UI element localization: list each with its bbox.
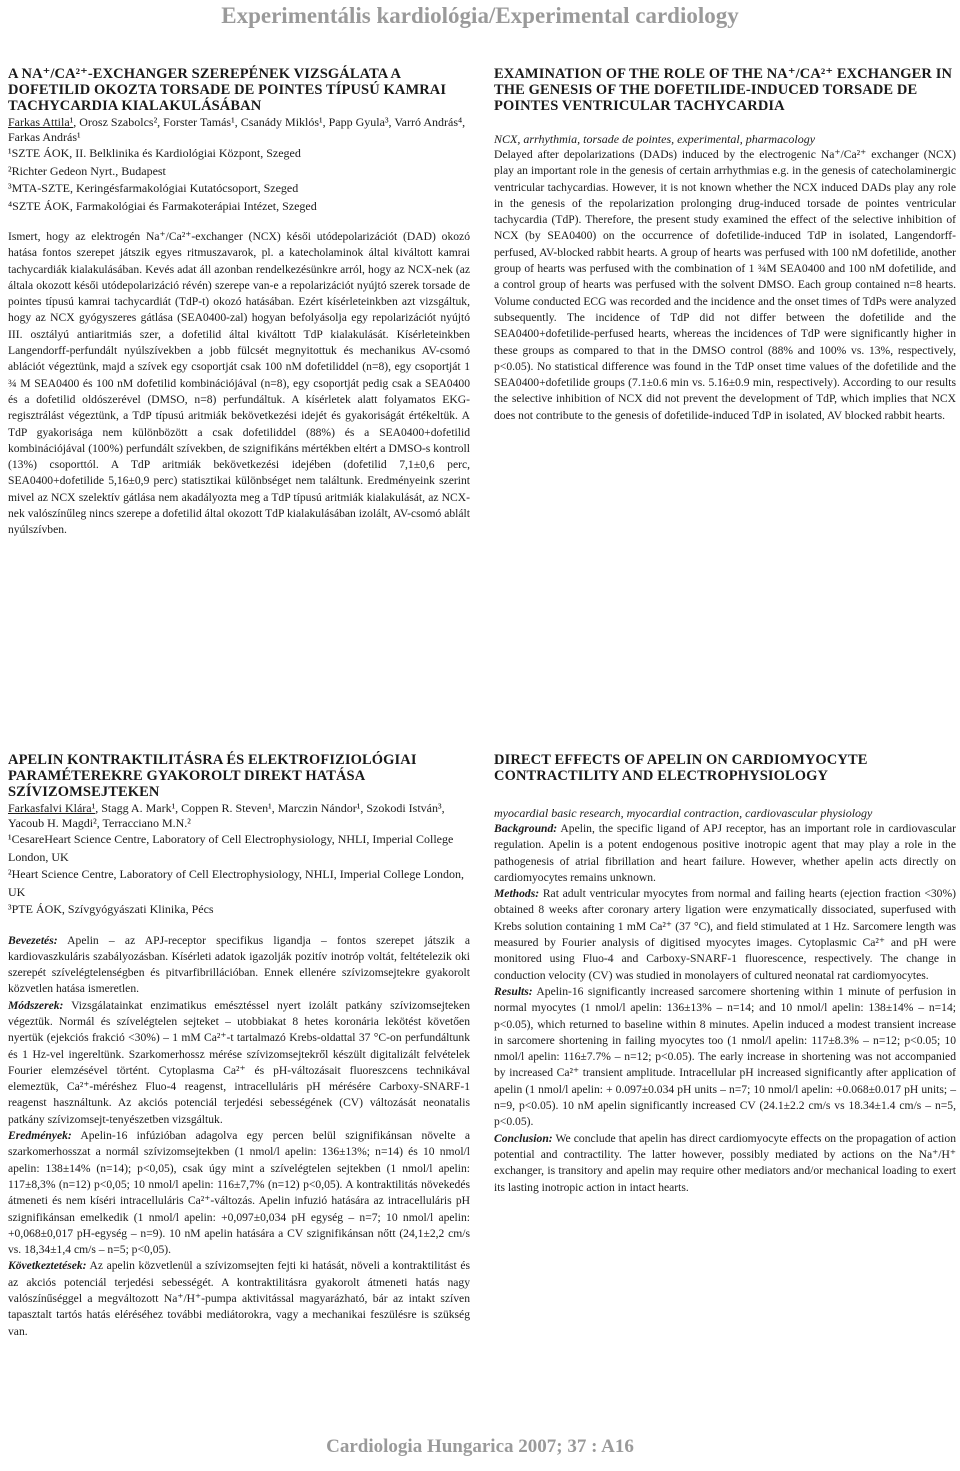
abstract-en-apelin bbox=[494, 752, 956, 1196]
section-methods bbox=[494, 886, 956, 984]
abstract-body: Ismert, hogy az elektrogén Na⁺/Ca²⁺-exchanger (NCX) késői utódepolarizációt (DAD) okozó hatása fontos szerepet játszik egyes ritmuszavarok, pl. a katecholaminok által kiváltott kamrai tachycardiák kialakulásában. Kevés adat áll azonban rendelkezésünkre arról, hogy az NCX-nek (az általa okozott késői utódepolarizáció révén) szerepe van-e a repolarizációt nyújtó szerek torsade de pointes típusú kamrai tachycardiát (TdP-t) okozó hatásában. Ezért kísérleteinkben azt vizsgáltuk, hogy az NCX gyógyszeres gátlása (SEA0400-zal) hogyan befolyásolja egy repolarizációt nyújtó III. osztályú antiaritmiás szer, a dofetilid által kiváltott TdP kialakulását. Kísérleteinkben Langendorff-perfundált nyúlszívekben a jobb fülcsét megnyitottuk és mechanikus AV-csomó ablációt végeztünk, majd a szívek egy csoportját csak 100 nM dofetiliddel (n=8), egy csoportját 1 ¾ M SEA0400 és 100 nM dofetilid kombinációjával (n=8), egy csoportját pedig csak a SEA0400 és a dofetilid oldószerével (DMSO, n=8) perfundáltuk. A kísérletek alatt folyamatos EKG-regisztrálást végeztünk, a TdP típusú aritmiák bekövetkezési idejét és gyakoriságát értékeltük. A TdP gyakorisága nem különbözött a csak dofetiliddel (88%) és a SEA0400+dofetilid kombinációjával (100%) perfundált szívekben, de szignifikáns mértékben eltért a DMSO-s kontroll (13%) csoporttól. A TdP aritmiák bekövetkezési idejében (dofetilid 7,1±0,6 perc, SEA0400+dofetilide 5,16±0,9 perc) statisztikai különbséget nem találtunk. Eredményeink szerint mivel az NCX szelektív gátlása nem akadályozta meg a TdP típusú aritmiák kialakulását, az NCX-nek valószínűleg nincs szerepe a dofetilid által okozott TdP kialakulásában izolált, AV-csomó ablált nyúlszívben. bbox=[8, 230, 470, 537]
abstract-body bbox=[8, 933, 470, 1340]
section-conclusions bbox=[8, 1258, 470, 1339]
affiliation: ³MTA-SZTE, Keringésfarmakológiai Kutatócsoport, Szeged bbox=[8, 181, 299, 195]
section-text: Apelin-16 infúzióban adagolva egy percen belül szignifikánsan növelte a szarkomerhosszat a normál szívizomsejtekben (1 nmol/l apelin: 136±13%; n=14) és 10 nmol/l apelin: 138±14% (n=14); p<0,05), csak úgy mint a szívelégtelen sejtekben (1 nmol/l apelin: 117±8,3% (n=12) p<0,05; 10 nmol/l apelin: 116±7,7% (n=12) p<0,05). A kontraktilitás növekedés átmeneti és nem kíséri intracelluláris Ca²⁺-változás. Apelin infuzió hatására az intracelluláris pH szignifikánsan emelkedik (1 nmol/l apelin: +0,097±0,034 pH egység – n=7; 10 nmol/l apelin: +0,068±0,017 pH-egység – n=9). 10 nM apelin hatására a CV szignifikánsan nőtt (24,1±2,2 cm/s vs. 18,34±1,4 cm/s – n=5; p<0,05). bbox=[8, 1129, 470, 1257]
section-text: Apelin-16 significantly increased sarcomere shortening within 1 minute of perfusion in normal myocytes (1 nmol/l apelin: 136±13% – n=14; and 10 nmol/l apelin: 138±14% – n=14; p<0.05), which returned to baseline within 8 minutes. Apelin induced a modest transient increase in sarcomere shortening in failing myocytes too (1 nmol/l apelin: 117±8.3% – n=12; p<0.05; 10 nmol/l apelin: 116±7.7% – n=12; p<0.05). The early increase in shortening was not accompanied by increased Ca²⁺ transient amplitude. Intracellular pH increased significantly after application of apelin (1 nmol/l apelin: + 0.097±0.034 pH units – n=7; 10 nmol/l apelin: +0.068±0.017 pH units; – n=9, p<0.05). 10 nM apelin significantly increased CV (24.1±2.2 cm/s vs 18.34±1.4 cm/s – n=5, p<0.05). bbox=[494, 984, 956, 1129]
section-label: Módszerek: bbox=[8, 998, 64, 1012]
section-text: Apelin – az APJ-receptor specifikus ligandja – fontos szerepet játszik a kardiovaszkuláris szabályozásban. Kísérleti adatok igazolják pozitív inotróp voltát, feltételezik oki szerepét szívelégtelenségben és pitvarfibrillációban. Ennek ellenére szívizomsejtekre gyakorolt közvetlen hatása ismeretlen. bbox=[8, 933, 470, 996]
section-conclusion bbox=[494, 1131, 956, 1196]
affiliation: ³PTE ÁOK, Szívgyógyászati Klinika, Pécs bbox=[8, 902, 214, 916]
section-label: Bevezetés: bbox=[8, 933, 58, 947]
running-footer: Cardiologia Hungarica 2007; 37 : A16 bbox=[326, 1436, 634, 1457]
abstract-en-ncx bbox=[494, 66, 956, 424]
section-methods bbox=[8, 998, 470, 1128]
section-text: Vizsgálatainkat enzimatikus emésztéssel nyert izolált patkány szívizomsejteken végeztük. Normál és szívelégtelen sejteket – utobbiakat 8 hetes koronária lekötést követően nyertük (ejekciós frakció <30%) – 1 mM Ca²⁺-t tartalmazó Krebs-oldattal 37 °C-on perfundáltunk és 1 Hz-vel ingereltünk. Szarkomerhossz mérése szívizomsejtekről készült digitalizált felvételek Fourier elemzésével történt. Cytoplasma Ca²⁺ és pH-változásait fluoreszcens technikával elemeztük, Ca²⁺-méréshez Fluo-4 reagenst, intracelluláris pH mérésére Carboxy-SNARF-1 reagenst használtunk. Az akciós potenciál terjedési sebességének (CV) változását neonatalis patkány szívizomsejt-tenyészetben vizsgáltuk. bbox=[8, 998, 470, 1126]
affiliation: ⁴SZTE ÁOK, Farmakológiai és Farmakoterápiai Intézet, Szeged bbox=[8, 198, 317, 213]
section-intro bbox=[8, 933, 470, 998]
section-results bbox=[494, 984, 956, 1131]
abstract-title: DIRECT EFFECTS OF APELIN ON CARDIOMYOCYTE CONTRACTILITY AND ELECTROPHYSIOLOGY bbox=[494, 752, 868, 784]
section-results bbox=[8, 1128, 470, 1258]
section-label: Background: bbox=[494, 822, 558, 835]
section-text: Apelin, the specific ligand of APJ receptor, has an important role in cardiovascular regulation. Apelin is a potent endogenous positive inotropic agent that may play a role in the pathogenesis of atrial fibrillation and heart failure. However, whether apelin acts directly on cardiomyocytes remains unknown. bbox=[494, 822, 956, 884]
section-text: Rat adult ventricular myocytes from normal and failing hearts (ejection fraction <30%) obtained 8 weeks after coronary artery ligation were enzymatically dissociated, superfused with Krebs solution containing 1 mM Ca²⁺ (37 °C), and field stimulated at 1 Hz. Sarcomere length was measured by Fourier analysis of digitised myocytes images. Cytoplasmic Ca²⁺ and pH were monitored using Fluo-4 and Carboxy-SNARF-1 fluorescence, respectively. The change in conduction velocity (CV) was studied in monolayers of cultured neonatal rat cardiomyocytes. bbox=[494, 887, 956, 982]
section-label: Results: bbox=[494, 984, 533, 998]
section-text: Az apelin közvetlenül a szívizomsejten fejti ki hatását, növeli a kontraktilitást és az akciós potenciál terjedési sebességét. A kontraktilitásra gyakorolt átmeneti hatás nagy valószínűséggel a megváltozott Na⁺/H⁺-pumpa aktivitással magyarázható, bár az intakt szíven tapasztalt tartós hatás eléréséhez további mediátorokra, vagy a mechanikai feszülésre is szükség van. bbox=[8, 1259, 470, 1338]
section-label: Conclusion: bbox=[494, 1131, 553, 1145]
abstract-title: A NA⁺/CA²⁺-EXCHANGER SZEREPÉNEK VIZSGÁLATA A DOFETILID OKOZTA TORSADE DE POINTES TÍPUSÚ KAMRAI TACHYCARDIA KIALAKULÁSÁBAN bbox=[8, 66, 447, 114]
section-label: Methods: bbox=[494, 887, 540, 901]
author-list bbox=[8, 801, 470, 831]
section-label: Eredmények: bbox=[8, 1129, 72, 1143]
running-header: Experimentális kardiológia/Experimental cardiology bbox=[221, 3, 739, 28]
affiliation: ²Heart Science Centre, Laboratory of Cell Electrophysiology, NHLI, Imperial College London, UK bbox=[8, 867, 465, 899]
section-text: We conclude that apelin has direct cardiomyocyte effects on the propagation of action potential and contractility. The latter however, possibly mediated by actions on the Na⁺/H⁺ exchanger, is transitory and apelin may require other mediators and/or mechanical loading to exert its lasting inotropic action in intact hearts. bbox=[494, 1131, 956, 1194]
presenting-author: Farkas Attila¹ bbox=[8, 115, 74, 129]
affiliation: ¹CesareHeart Science Centre, Laboratory of Cell Electrophysiology, NHLI, Imperial College London, UK bbox=[8, 832, 454, 864]
abstract-title: APELIN KONTRAKTILITÁSRA ÉS ELEKTROFIZIOLÓGIAI PARAMÉTEREKRE GYAKOROLT DIREKT HATÁSA SZÍVIZOMSEJTEKEN bbox=[8, 752, 417, 800]
co-authors: , Stagg A. Mark¹, Coppen R. Steven¹, Marczin Nándor¹, Szokodi István³, Yacoub H. Magdi², Terracciano M.N.² bbox=[8, 801, 445, 830]
co-authors: , Orosz Szabolcs², Forster Tamás¹, Csanády Miklós¹, Papp Gyula³, Varró András⁴, Farkas András¹ bbox=[8, 115, 466, 144]
section-background bbox=[494, 821, 956, 886]
author-list bbox=[8, 115, 470, 145]
affiliation: ¹SZTE ÁOK, II. Belklinika és Kardiológiai Központ, Szeged bbox=[8, 146, 301, 160]
keywords: myocardial basic research, myocardial contraction, cardiovascular physiology bbox=[494, 806, 873, 820]
abstract-body bbox=[494, 821, 956, 1196]
section-label: Következtetések: bbox=[8, 1259, 87, 1273]
affiliation: ²Richter Gedeon Nyrt., Budapest bbox=[8, 163, 166, 178]
abstract-body: Delayed after depolarizations (DADs) induced by the electrogenic Na⁺/Ca²⁺ exchanger (NCX) play an important role in the genesis of certain arrhythmias e.g. in the genesis of catecholaminergic ventricular tachycardias. However, it is not known whether the NCX induced DADs play any role in the genesis of the repolarization prolonging drug-induced torsade de pointes ventricular tachycardia (TdP). Therefore, the present study examined the effect of the selective inhibition of NCX (by SEA0400) on the occurrence of dofetilide-induced TdP in isolated, Langendorff-perfused, AV-blocked rabbit hearts. A group of hearts was perfused with 100 nM dofetilide, another group of hearts was perfused with the combination of 1 ¾M SEA0400 and 100 nM dofetilide, and a control group of hearts was perfused with the solvent DMSO. Each group contained n=8 hearts. Volume conducted ECG was recorded and the incidence and the onset times of TdPs were analyzed subsequently. The incidence of TdP did not differ between the dofetilide and the SEA0400+dofetilide-perfused hearts, whereas the incidences of TdP were significantly higher in these groups as compared to that in the DMSO control (88% and 100% vs. 13%, respectively, p<0.05). No statistical difference was found in the TdP onset time values of the dofetilide and the SEA0400+dofetilide groups (7.1±0.6 min vs. 5.16±0.9 min, respectively). According to our results the selective inhibition of NCX did not prevent the development of TdP, which implies that NCX does not contribute to the genesis of dofetilide-induced TdP in isolated, AV blocked rabbit hearts. bbox=[494, 148, 956, 422]
abstract-hu-ncx bbox=[8, 66, 470, 539]
abstract-hu-apelin bbox=[8, 752, 470, 1340]
presenting-author: Farkasfalvi Klára¹ bbox=[8, 801, 96, 815]
abstract-title: EXAMINATION OF THE ROLE OF THE NA⁺/CA²⁺ EXCHANGER IN THE GENESIS OF THE DOFETILIDE-INDUCED TORSADE DE POINTES VENTRICULAR TACHYCARDIA bbox=[494, 66, 953, 114]
keywords: NCX, arrhythmia, torsade de pointes, experimental, pharmacology bbox=[494, 132, 816, 146]
